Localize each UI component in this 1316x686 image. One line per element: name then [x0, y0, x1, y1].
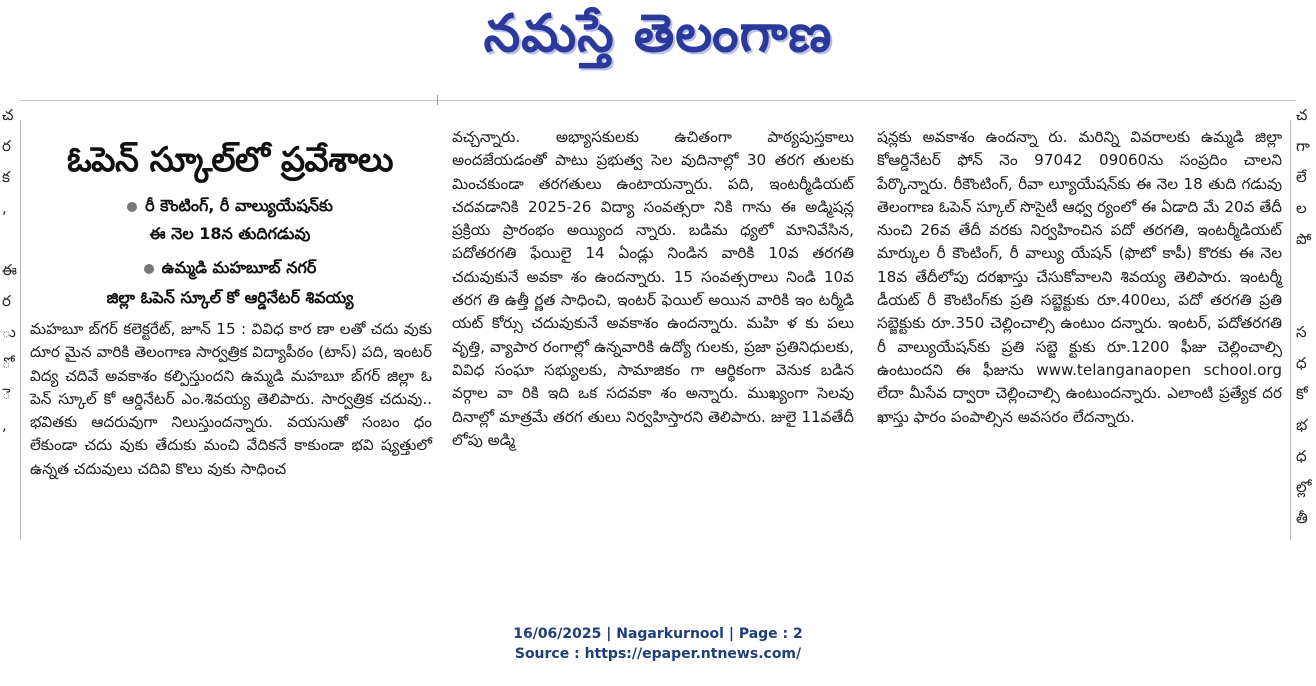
- article-headline: ఓపెన్ స్కూల్‌లో ప్రవేశాలు: [66, 140, 394, 180]
- edge-glyph: ర: [2, 137, 11, 155]
- edge-glyph: చ: [2, 106, 14, 124]
- article-column-3: [877, 126, 1282, 429]
- deck-line-2: ఈ నెల 18న తుదిగడువు: [149, 224, 311, 243]
- edge-glyph: ధ: [1296, 354, 1307, 372]
- edge-glyph: క: [2, 168, 10, 186]
- bullet-icon: [144, 264, 154, 274]
- edge-glyph: ధ: [1296, 447, 1307, 465]
- edge-glyph: ఈ: [2, 261, 17, 279]
- edge-glyph: [1296, 286, 1316, 317]
- footer-date-line: 16/06/2025 | Nagarkurnool | Page : 2: [513, 626, 803, 642]
- edge-glyph: గా: [1296, 137, 1310, 155]
- edge-glyph: [2, 224, 22, 255]
- edge-glyph: లే: [1296, 168, 1307, 186]
- article-paragraph: వచ్చన్నారు. అభ్యాసకులకు ఉచితంగా పాఠ్యపుస్తకాలు అందజేయడంతో పాటు ప్రభుత్వ సెల వుదినాల్లో 30 తరగ తులకు మించకుండా తరగతులు ఉంటాయన్నారు. పది, ఇంటర్మీడియట్ చదవడానికి 2025-26 విద్యా సంవత్సరా నికి గాను ఈ అడ్మిషన్ల ప్రక్రియ ప్రారంభం అయ్యింద న్నారు. బడిమ ధ్యలో మానివేసిన, పదోతరగతి ఫేయిలై 14 ఏండ్లు నిండిన వారికి 10వ తరగతి చదువుకునే అవకా శం ఉందన్నారు. 15 సంవత్సరాలు నిండి 10వ తరగ తి ఉత్తీ ర్ణత సాధించి, ఇంటర్ ఫెయిల్ అయిన వారికి ఇం టర్మీడి యట్ కోర్సు చదువుకునే అవకాశం ఉందన్నారు. మహి ళ కు పలు వృత్తి, వ్యాపార రంగాల్లో ఉన్నవారికి ఉద్యో గులకు, ప్రజా ప్రతినిధులకు, వివిధ సంఘా సభ్యులకు, సామాజికం గా ఆర్థికంగా వెనుక బడిన వర్గాల వా రికి ఇది ఒక సదవకా శం అన్నారు. ముఖ్యంగా సెలవు దినాల్లో మాత్రమే తరగ తులు నిర్వహిస్తారని తెలిపారు. జులై 11వతేదీ లోపు అడ్మి: [452, 128, 854, 449]
- footer-source-line: Source : https://epaper.ntnews.com/: [514, 646, 802, 662]
- edge-glyph: చ: [1296, 106, 1308, 124]
- column-divider: [20, 120, 21, 540]
- bullet-icon: [127, 202, 137, 212]
- edge-glyph: భ: [1296, 416, 1308, 434]
- right-edge-clipped-column: [1296, 100, 1316, 534]
- deck-line-4: జిల్లా ఓపెన్ స్కూల్ కో ఆర్డినేటర్ శివయ్య: [106, 288, 354, 307]
- column-divider: [1290, 120, 1291, 540]
- edge-glyph: ,: [2, 199, 7, 217]
- article-paragraph: మహబూ బ్‌గర్ కలెక్టరేట్, జూన్ 15 : వివిధ కార ణా లతో చదు వుకు దూర మైన వారికి తెలంగాణ సార్వత్రిక విద్యాపీఠం (టాస్) పది, ఇంటర్ విద్య చదివే అవకాశం కల్పిస్తుందని ఉమ్మడి మహబూ బ్‌గర్ జిల్లా ఓ పెన్ స్కూల్ కో ఆర్డినేటర్ ఎం.శివయ్య తెలిపారు. సార్వత్రిక చదువు.. భవితకు ఆదరువుగా నిలుస్తుందన్నారు. వయసుతో సంబం ధం లేకుండా చదు వుకు తేదుకు మంచి వేదికనే కాకుండా భవి ష్యత్తులో ఉన్నత చదువులు చదివి కొలు వుకు సాధించ: [30, 320, 432, 478]
- newspaper-logo: నమస్తే తెలంగాణ: [483, 4, 833, 64]
- page-footer: [0, 624, 1316, 664]
- deck-line-1: రీ కౌంటింగ్, రీ వాల్యుయేషన్‌కు: [40, 196, 420, 219]
- deck-line-3: ఉమ్మడి మహబూబ్ నగర్: [40, 258, 420, 281]
- header-rule: [20, 100, 1296, 101]
- edge-glyph: ,: [2, 416, 7, 434]
- edge-glyph: తీ: [1296, 509, 1308, 527]
- edge-glyph: ో: [2, 354, 11, 372]
- edge-glyph: ర: [2, 292, 11, 310]
- edge-glyph: [1296, 255, 1316, 286]
- edge-glyph: ల: [1296, 199, 1307, 217]
- rule-tick: [437, 95, 438, 105]
- left-edge-clipped-column: [2, 100, 22, 441]
- edge-glyph: పో: [1296, 230, 1312, 248]
- article-column-2: [452, 126, 854, 452]
- edge-glyph: ల్లో: [1296, 478, 1312, 496]
- article-column-1: [30, 318, 432, 481]
- article-paragraph: షన్లకు అవకాశం ఉందన్నా రు. మరిన్ని వివరాలకు ఉమ్మడి జిల్లా కోఆర్డినేటర్ ఫోన్ నెం 97042 09060ను సంప్రదిం చాలని పేర్కొన్నారు. రీకౌంటింగ్, రీవా ల్యూయేషన్‌కు ఈ నెల 18 తుది గడువు తెలంగాణ ఓపెన్ స్కూల్ సొసైటీ ఆధ్వ ర్యంలో ఈ ఏడాది మే 20వ తేదీ నుంచి 26వ తేదీ వరకు నిర్వహించిన పదో తరగతి, ఇంటర్మీడియట్ మార్కుల రీ కౌంటింగ్, రీ వాల్యు యేషన్ (ఫొటో కాపీ) కొరకు ఈ నెల 18వ తేదీలోపు దరఖాస్తు చేసుకోవాలని శివయ్య తెలిపారు. ఇంటర్మీ డీయట్ రీ కౌంటింగ్‌కు ప్రతి సబ్జెక్టుకు రూ.400లు, పదో తరగతి ప్రతి సబ్జెక్టుకు రూ.350 చెల్లించాల్సి ఉంటుం దన్నారు. ఇంటర్, పదోతరగతి రీ వాల్యుయేషన్‌కు ప్రతి సబ్జె క్టుకు రూ.1200 ఫీజు చెల్లించాల్సి ఉంటుందని ఈ ఫీజును www.telanganaopen school.org లేదా మీసేవ ద్వారా చెల్లించాల్సి ఉంటుందన్నారు. ఎలాంటి ప్రత్యేక దర ఖాస్తు ఫారం పంపాల్సిన అవసరం లేదన్నారు.: [877, 128, 1282, 426]
- edge-glyph: ు: [2, 323, 16, 341]
- edge-glyph: స: [1296, 323, 1307, 341]
- edge-glyph: కో: [1296, 385, 1308, 403]
- edge-glyph: ె: [2, 385, 11, 403]
- masthead: [0, 0, 1316, 78]
